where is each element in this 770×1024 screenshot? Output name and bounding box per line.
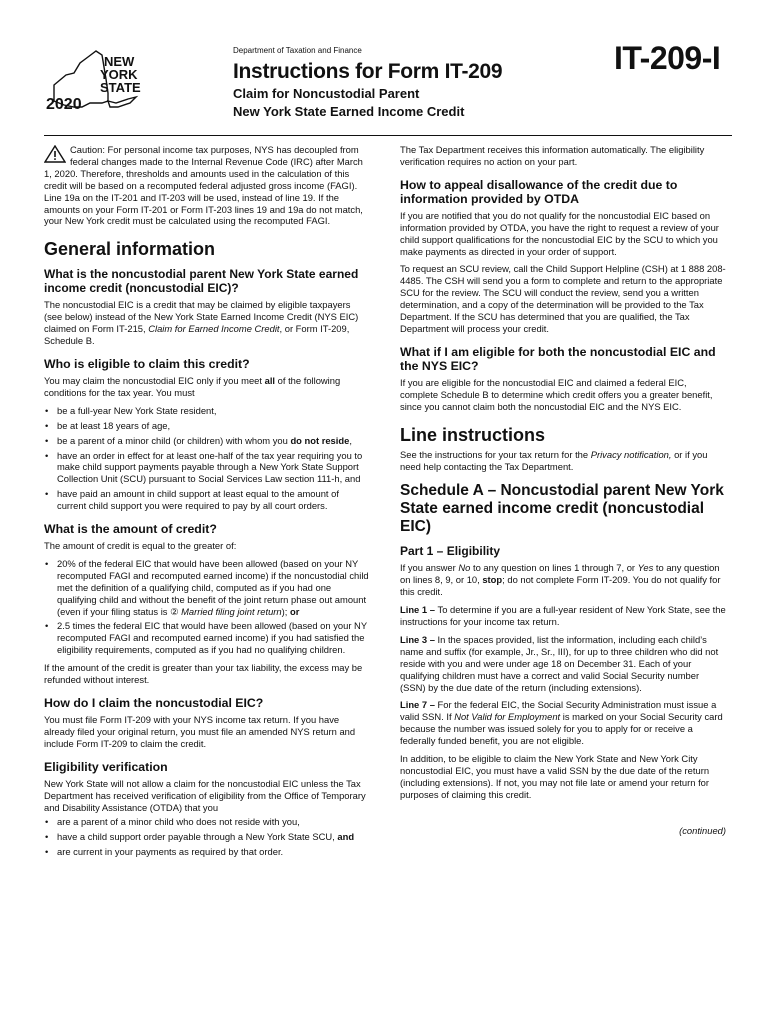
caution-paragraph xyxy=(44,144,370,227)
caution-triangle-icon xyxy=(44,145,66,163)
eligibility-verification-paragraph: New York State will not allow a claim for the noncustodial EIC unless the Tax Department has received verification of eligibility from the Office of Temporary and Disability Assistance (OTDA) that you xyxy=(44,777,366,813)
part-1-stop: stop xyxy=(482,574,503,586)
line-7-paragraph xyxy=(400,699,726,747)
who-eligible-heading: Who is eligible to claim this credit? xyxy=(44,356,250,371)
line-1-text: To determine if you are a full-year resident of New York State, see the instructions for your income tax return. xyxy=(400,604,726,628)
what-is-heading: What is the noncustodial parent New York State earned income credit (noncustodial EIC)? xyxy=(44,267,359,296)
who-text-c: of the following conditions for the tax year. You must xyxy=(44,374,341,398)
list-item: • be at least 18 years of age, xyxy=(44,420,370,432)
both-eligible-heading: What if I am eligible for both the noncustodial EIC and the NYS EIC? xyxy=(400,344,716,373)
appeal-paragraph-1: If you are notified that you do not qualify for the noncustodial EIC based on information provided by OTDA, you have the right to request a review of your child support qualifications for the noncustodial EIC by the SCU to which you make payments as directed in your order of support. xyxy=(400,209,719,257)
list-item xyxy=(44,558,370,618)
tax-dept-paragraph: The Tax Department receives this information automatically. The eligibility verification requires no action on your part. xyxy=(400,144,705,167)
list-item-text: have a child support order payable through a New York State SCU, xyxy=(57,831,338,843)
header-divider xyxy=(44,135,732,136)
list-item: • have an order in effect for at least one-half of the tax year requiring you to make child support payments payable through a New York State Support Collection Unit (SCU) pursuant to Social Services Law section 111-h, and xyxy=(44,450,370,486)
right-column xyxy=(400,144,726,843)
list-item: • are current in your payments as required by that order. xyxy=(44,846,370,858)
subtitle-claim: Claim for Noncustodial Parent xyxy=(233,86,420,101)
line-7-text-c: is marked on your Social Security card because the number was issued solely for you to apply for or receive a federally funded benefit, you are not eligible. xyxy=(400,711,723,747)
nys-logo xyxy=(44,45,154,117)
list-item-and: and xyxy=(337,831,355,843)
page-title: Instructions for Form IT-209 xyxy=(233,60,503,83)
logo-text-new: NEW xyxy=(104,54,135,69)
part-1-heading: Part 1 – Eligibility xyxy=(400,544,501,559)
how-claim-paragraph: You must file Form IT-209 with your NYS income tax return. If you have already filed your original return, you must file an amended NYS return and include Form IT-209 to claim the credit. xyxy=(44,714,356,749)
amount-list xyxy=(44,558,370,656)
amount-heading: What is the amount of credit? xyxy=(44,522,217,537)
line-instructions-text-end: or if you need help contacting the Tax Department. xyxy=(400,448,708,472)
part-1-text-a: If you answer xyxy=(400,562,459,574)
line-instructions-text: See the instructions for your tax return for the xyxy=(400,448,591,460)
line-instructions-paragraph xyxy=(400,449,726,473)
how-claim-heading: How do I claim the noncustodial EIC? xyxy=(44,696,264,710)
appeal-paragraph-2: To request an SCU review, call the Child Support Helpline (CSH) at 1 888 208-4485. The CSH will send you a form to complete and return to the appropriate SCU for the review. The SCU will conduct the review, send you a written determination, and a copy of the determination will be provided to the Tax Department. If the SCU has determined that you are qualified, the Tax Department will process your credit. xyxy=(400,263,726,334)
department-name: Department of Taxation and Finance xyxy=(233,46,362,55)
schedule-a-heading: Schedule A – Noncustodial parent New York State earned income credit (noncustodial EIC) xyxy=(400,482,724,536)
eligibility-verification-list xyxy=(44,816,370,858)
what-is-form-name: Claim for Earned Income Credit xyxy=(148,323,280,335)
who-eligible-list xyxy=(44,405,370,512)
part-1-yes: Yes xyxy=(637,562,654,574)
line-3-label: Line 3 – xyxy=(400,633,438,645)
part-1-text-c: to any question on lines 1 through 7, or xyxy=(470,562,638,574)
list-item: • have paid an amount in child support at least equal to the amount of current child support you were required to pay by all court orders. xyxy=(44,488,370,512)
who-text-a: You may claim the noncustodial EIC only if you meet xyxy=(44,374,265,386)
list-item-text-end: , xyxy=(349,434,352,446)
list-item-or: or xyxy=(289,605,300,617)
part-1-text-e: to any question on lines 8, 9, or 10, xyxy=(400,562,720,586)
line-3-text: In the spaces provided, list the information, including each child’s name and suffix (for example, Jr., Sr., III), for up to three children who did not reside with you and were under age 18 on December 31. Each of your qualifying children must have a correct and valid Social Security number (SSN) by the due date of the return (including extensions). xyxy=(400,633,719,693)
who-text-all: all xyxy=(264,374,276,386)
line-1-label: Line 1 – xyxy=(400,604,438,616)
list-item xyxy=(44,831,370,843)
line-1-paragraph xyxy=(400,604,726,628)
list-item: • are a parent of a minor child who does not reside with you, xyxy=(44,816,370,828)
part-1-no: No xyxy=(458,562,471,574)
subtitle-credit: New York State Earned Income Credit xyxy=(233,104,465,119)
list-item: • be a full-year New York State resident, xyxy=(44,405,370,417)
left-column xyxy=(44,144,370,864)
what-is-text-end: , or Form IT-209, Schedule B. xyxy=(44,323,350,347)
logo-text-state: STATE xyxy=(100,80,141,95)
line-3-paragraph xyxy=(400,634,726,694)
who-eligible-paragraph xyxy=(44,375,370,399)
form-number: IT-209-I xyxy=(614,40,721,76)
part-1-text-g: ; do not complete Form IT-209. You do not qualify for this credit. xyxy=(400,574,721,598)
continued-note: (continued) xyxy=(679,824,726,836)
privacy-notification-text: Privacy notification, xyxy=(590,448,672,460)
line-7-label: Line 7 – xyxy=(400,699,438,711)
what-is-text: The noncustodial EIC is a credit that may be claimed by eligible taxpayers (see below) instead of the New York State Earned Income Credit (NYS EIC) claimed on Form IT-215, xyxy=(44,299,359,335)
logo-text-york: YORK xyxy=(100,67,138,82)
list-item xyxy=(44,435,370,447)
list-item-text: be a parent of a minor child (or children) with whom you xyxy=(57,434,291,446)
list-item-filing-status: Married filing joint return xyxy=(181,605,282,617)
list-item: • 2.5 times the federal EIC that would have been allowed (based on your NY recomputed FAGI and recomputed earned income) if you had satisfied the eligibility requirements, computed as if you had no qualifying children. xyxy=(44,620,370,656)
logo-year: 2020 xyxy=(46,96,82,113)
line-instructions-heading: Line instructions xyxy=(400,424,546,445)
list-item-text: 20% of the federal EIC that would have been allowed (based on your NY recomputed FAGI and recomputed earned income) if the noncustodial child met the definition of a qualifying child, computed as if you had one qualifying child and without the benefit of the joint return phase out amount (even if your filing status is ② xyxy=(57,557,369,617)
amount-excess-paragraph: If the amount of the credit is greater than your tax liability, the excess may be refunded without interest. xyxy=(44,662,363,686)
list-item-text-end: ); xyxy=(281,605,290,617)
part-1-paragraph xyxy=(400,562,726,598)
general-information-heading: General information xyxy=(44,239,216,260)
appeal-heading: How to appeal disallowance of the credit due to information provided by OTDA xyxy=(400,177,678,206)
both-eligible-paragraph: If you are eligible for the noncustodial EIC and claimed a federal EIC, complete Schedule B to determine which credit offers you a greater benefit, since you cannot claim both the noncustodial EIC and the NYS EIC. xyxy=(400,376,713,412)
line-7-text-a: For the federal EIC, the Social Security Administration must issue a valid SSN. If xyxy=(400,699,717,723)
amount-paragraph: The amount of credit is equal to the greater of: xyxy=(44,540,237,552)
eligibility-verification-heading: Eligibility verification xyxy=(44,759,168,774)
caution-text: Caution: For personal income tax purposes, NYS has decoupled from federal changes made to the Internal Revenue Code (IRC) after March 1, 2020. Therefore, thresholds and amounts used in the calculation of this credit will be based on a recomputed federal adjusted gross income (FAGI). Line 19a on the IT-201 and IT-203 will be used, instead of line 19. If the amounts on your Form IT-201 or Form IT-203 lines 19 and 19a do not match, your New York credit must be calculated using the recomputed FAGI. xyxy=(44,144,363,227)
line-7-not-valid: Not Valid for Employment xyxy=(454,711,561,723)
what-is-paragraph xyxy=(44,299,370,347)
addition-paragraph: In addition, to be eligible to claim the New York State and New York City noncustodial EIC, you must have a valid SSN by the due date of the return (including extensions). If not, you may not file late or amend your return for purposes of claiming this credit. xyxy=(400,753,710,800)
list-item-emphasis: do not reside xyxy=(290,434,350,446)
